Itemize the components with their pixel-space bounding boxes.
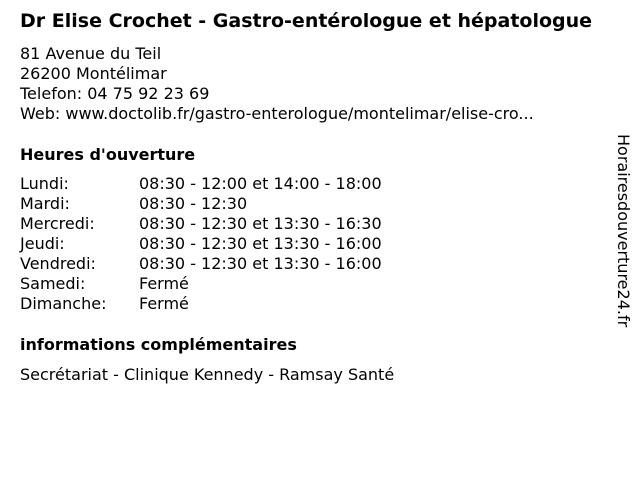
time-value: 08:30 - 12:30: [139, 194, 248, 213]
time-value: Fermé: [139, 294, 189, 313]
website-link: Web: www.doctolib.fr/gastro-enterologue/montelimar/elise-cro...: [20, 104, 534, 123]
day-label: Mardi:: [20, 194, 70, 213]
time-value: 08:30 - 12:00 et 14:00 - 18:00: [139, 174, 382, 193]
address-street: 81 Avenue du Teil: [20, 44, 162, 63]
time-value: Fermé: [139, 274, 189, 293]
time-value: 08:30 - 12:30 et 13:30 - 16:00: [139, 234, 382, 253]
time-value: 08:30 - 12:30 et 13:30 - 16:00: [139, 254, 382, 273]
additional-info-text: Secrétariat - Clinique Kennedy - Ramsay Santé: [20, 365, 395, 384]
address-city: 26200 Montélimar: [20, 64, 167, 83]
day-label: Lundi:: [20, 174, 69, 193]
additional-info-heading: informations complémentaires: [20, 335, 297, 354]
opening-hours-heading: Heures d'ouverture: [20, 145, 196, 164]
site-watermark: Horairesdouverture24.fr: [614, 134, 633, 328]
day-label: Mercredi:: [20, 214, 95, 233]
time-value: 08:30 - 12:30 et 13:30 - 16:30: [139, 214, 382, 233]
day-label: Samedi:: [20, 274, 86, 293]
page-title: Dr Elise Crochet - Gastro-entérologue et hépatologue: [20, 10, 593, 32]
address-block: [20, 44, 534, 124]
phone-number: Telefon: 04 75 92 23 69: [20, 84, 210, 103]
day-label: Jeudi:: [20, 234, 65, 253]
day-label: Vendredi:: [20, 254, 96, 273]
day-label: Dimanche:: [20, 294, 107, 313]
